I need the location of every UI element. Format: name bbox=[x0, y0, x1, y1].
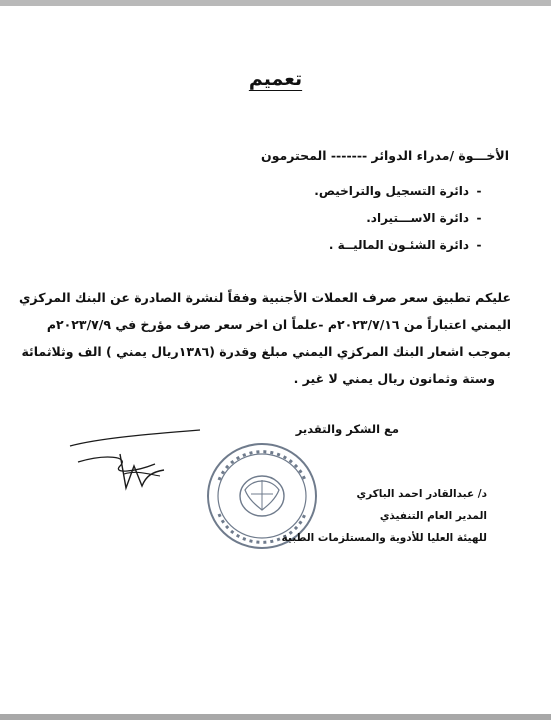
list-bullet: - bbox=[476, 238, 482, 252]
document-title: تعميم bbox=[248, 68, 303, 90]
body-paragraph bbox=[18, 288, 511, 396]
scan-edge-top bbox=[0, 0, 551, 6]
list-bullet: - bbox=[476, 184, 482, 198]
closing-line: مع الشكر والتقدير bbox=[295, 422, 399, 436]
signatory-name: د/ عبدالقادر احمد الباكري bbox=[356, 488, 487, 500]
department-item bbox=[189, 209, 489, 236]
department-name: دائرة الاســـتيراد. bbox=[366, 211, 469, 225]
department-list bbox=[189, 182, 489, 263]
signatory-organization: للهيئة العليا للأدوية والمستلزمات الطبية bbox=[281, 532, 487, 544]
signatory-position: المدير العام التنفيذي bbox=[379, 510, 487, 522]
body-line: وستة وثمانون ريال يمني لا غير . bbox=[293, 371, 495, 386]
department-name: دائرة التسجيل والتراخيص. bbox=[314, 184, 469, 198]
department-item bbox=[189, 182, 489, 209]
signature-block bbox=[247, 486, 487, 552]
list-bullet: - bbox=[476, 211, 482, 225]
body-line: عليكم تطبيق سعر صرف العملات الأجنبية وفقاً لنشرة الصادرة عن البنك المركزي bbox=[18, 290, 511, 305]
body-line: اليمني اعتباراً من ٢٠٢٣/٧/١٦م -علماً ان اخر سعر صرف مؤرخ في ٢٠٢٣/٧/٩م bbox=[46, 317, 511, 332]
handwritten-signature-icon bbox=[60, 426, 210, 496]
department-item bbox=[189, 236, 489, 263]
addressee-line: الأخـــوة /مدراء الدوائر ------- المحترمون bbox=[261, 148, 509, 163]
scan-edge-bottom bbox=[0, 714, 551, 720]
department-name: دائرة الشئـون الماليــة . bbox=[328, 238, 469, 252]
body-line: بموجب اشعار البنك المركزي اليمني مبلغ وقدرة (١٣٨٦ريال يمني ) الف وثلاثمائة bbox=[21, 344, 511, 359]
